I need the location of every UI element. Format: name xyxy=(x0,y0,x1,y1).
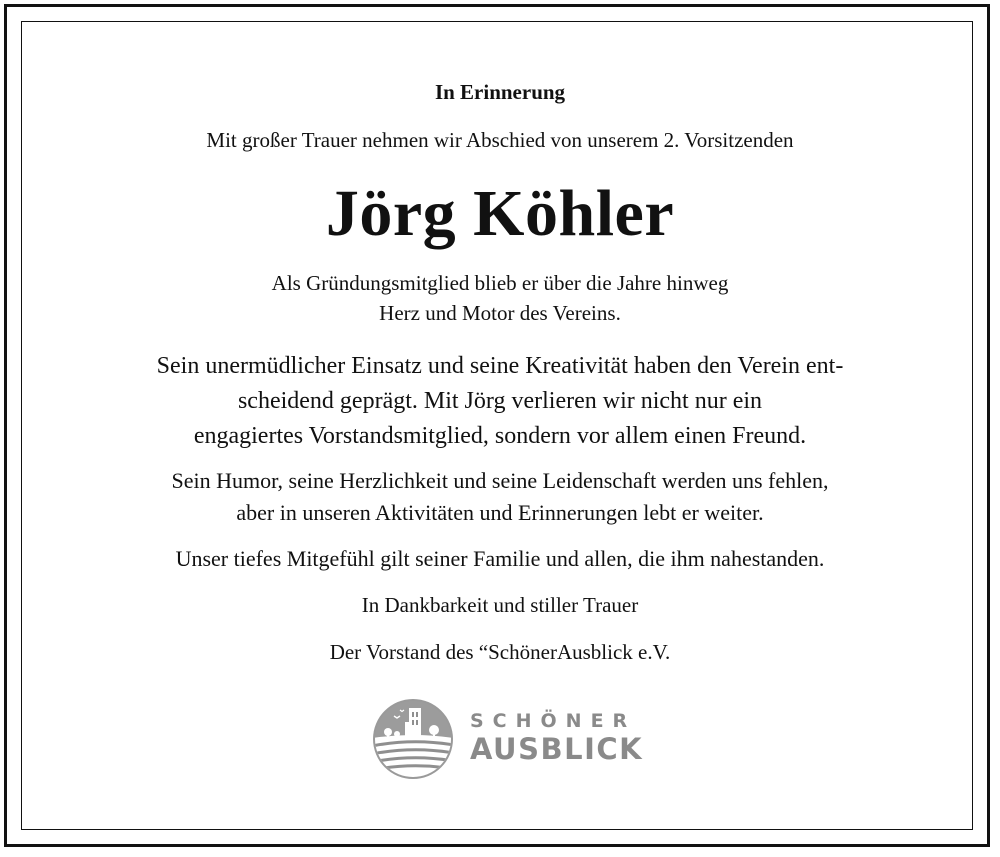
paragraph-line: engagiertes Vorstandsmitglied, sondern vor allem einen Freund. xyxy=(193,423,807,449)
paragraph-founding-member xyxy=(0,268,1000,328)
paragraph-line: Sein Humor, seine Herzlichkeit und seine Leidenschaft werden uns fehlen, xyxy=(171,468,829,493)
logo-text-top: SCHÖNER xyxy=(470,710,637,732)
paragraph-line: Sein unermüdlicher Einsatz und seine Kreativität haben den Verein ent- xyxy=(156,353,844,379)
club-logo xyxy=(372,698,644,780)
deceased-name: Jörg Köhler xyxy=(325,177,675,250)
paragraph-condolence: Unser tiefes Mitgefühl gilt seiner Familie und allen, die ihm nahestanden. xyxy=(175,546,825,571)
logo-text-bottom: AUSBLICK xyxy=(470,732,644,766)
paragraph-line: Herz und Motor des Vereins. xyxy=(379,301,621,325)
paragraph-line: scheidend geprägt. Mit Jörg verlieren wir nicht nur ein xyxy=(237,388,763,414)
paragraph-line: Als Gründungsmitglied blieb er über die Jahre hinweg xyxy=(271,271,729,295)
notice-heading: In Erinnerung xyxy=(434,80,566,104)
paragraph-line: aber in unseren Aktivitäten und Erinnerungen lebt er weiter. xyxy=(236,500,764,525)
paragraph-commitment xyxy=(0,349,1000,454)
notice-intro: Mit großer Trauer nehmen wir Abschied von unserem 2. Vorsitzenden xyxy=(206,128,794,152)
paragraph-humor xyxy=(0,465,1000,529)
closing-phrase: In Dankbarkeit und stiller Trauer xyxy=(361,593,639,617)
landscape-emblem-icon xyxy=(372,698,454,780)
signature-line: Der Vorstand des “SchönerAusblick e.V. xyxy=(329,640,671,664)
